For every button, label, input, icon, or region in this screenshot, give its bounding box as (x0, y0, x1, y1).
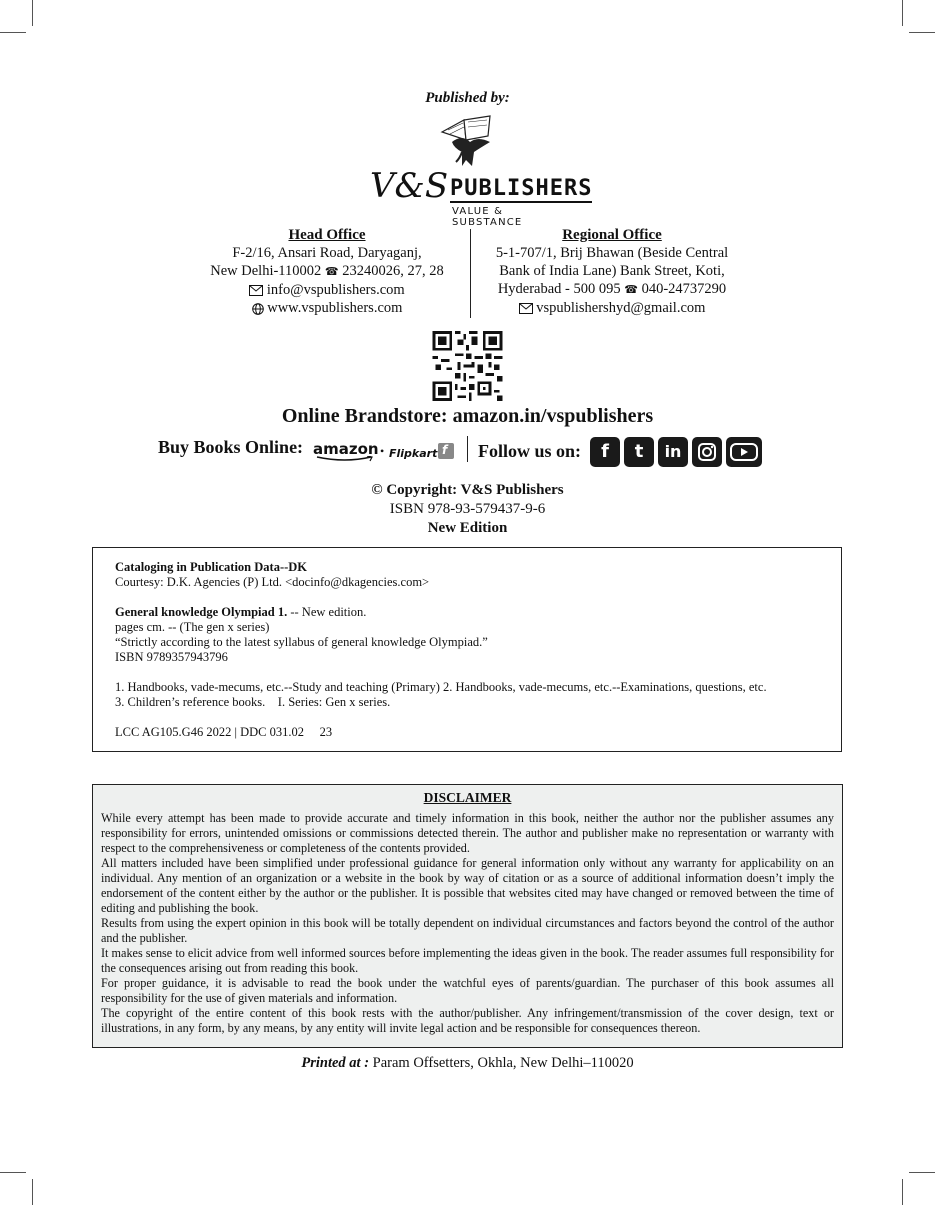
disclaimer-title: DISCLAIMER (423, 790, 512, 805)
flipkart-bag-icon (438, 443, 454, 459)
isbn-text: ISBN 978-93-579437-9-6 (389, 501, 546, 517)
cip-subjects-2: 3. Children’s reference books. I. Series: Gen x series. (115, 695, 391, 709)
disclaimer-paragraph: Results from using the expert opinion in this book will be totally dependent on individual circumstances and factors beyond the control of the author and the publisher. (101, 916, 834, 945)
flipkart-label: Flipkart (389, 447, 438, 460)
head-office-city-phone (196, 262, 458, 281)
regional-office-phone: 040-24737290 (641, 281, 727, 297)
crop-mark (902, 0, 903, 26)
youtube-icon[interactable] (726, 437, 762, 467)
disclaimer-paragraph: For proper guidance, it is advisable to read the book under the watchful eyes of parents/guardian. The purchaser of this book assumes all responsibility for the use of given materials and information. (101, 976, 834, 1005)
edition-text: New Edition (427, 520, 508, 536)
bullet-separator: • (380, 444, 385, 458)
eagle-book-icon (432, 112, 502, 172)
head-office-address: F-2/16, Ansari Road, Daryaganj, (232, 245, 422, 261)
qr-code[interactable] (430, 331, 505, 401)
disclaimer-paragraph: The copyright of the entire content of this book rests with the author/publisher. Any infringement/transmission of the cover design, text or illustrations, in any form, by any means, by any entity will invite legal action and be responsible for consequences thereon. (101, 1006, 834, 1035)
cip-isbn: ISBN 9789357943796 (115, 650, 228, 664)
mail-icon (519, 303, 533, 314)
head-office-phone: 23240026, 27, 28 (342, 263, 444, 279)
cip-book-title-rest: -- New edition. (287, 605, 367, 619)
regional-office-city: Hyderabad - 500 095 (497, 281, 621, 297)
disclaimer-box (92, 784, 843, 1048)
head-office-email-line (196, 281, 458, 299)
cip-box (92, 547, 842, 752)
flipkart-f-icon: f (442, 443, 448, 457)
crop-mark (32, 1179, 33, 1205)
regional-office-email[interactable]: vspublishershyd@gmail.com (536, 300, 706, 316)
cip-title: Cataloging in Publication Data--DK (115, 560, 308, 574)
published-by-label: Published by: (425, 90, 510, 106)
regional-office-city-phone (482, 280, 742, 299)
cip-quote: “Strictly according to the latest syllabus of general knowledge Olympiad.” (115, 635, 488, 649)
cip-pages: pages cm. -- (The gen x series) (115, 620, 270, 634)
office-divider (470, 229, 471, 318)
printed-at-label: Printed at : (301, 1055, 370, 1071)
copyright-block (0, 481, 935, 538)
buy-books-label: Buy Books Online: (158, 437, 304, 457)
globe-icon (252, 303, 264, 315)
buy-follow-divider (467, 436, 468, 462)
amazon-logo[interactable] (313, 440, 379, 459)
flipkart-logo[interactable] (389, 444, 437, 462)
crop-mark (909, 32, 935, 33)
crop-mark (32, 0, 33, 26)
phone-icon: ☎ (624, 284, 638, 296)
cip-classification: LCC AG105.G46 2022 | DDC 031.02 23 (115, 725, 333, 739)
head-office-city: New Delhi-110002 (210, 263, 322, 279)
online-brandstore[interactable]: Online Brandstore: amazon.in/vspublishers (281, 405, 654, 427)
follow-us-label: Follow us on: (478, 441, 582, 461)
disclaimer-body (101, 811, 834, 1036)
disclaimer-paragraph: All matters included have been simplified under professional guidance for general information only without any warranty for applicability on an individual. Any mention of an organization or a website in the book by way of citation or as a source of additional information doesn’t imply the endorsement of the content either by the author or the publisher. It is possible that websites cited may have changed or removed between the time of editing and publishing the book. (101, 856, 834, 915)
logo-tagline: VALUE & SUBSTANCE (452, 206, 523, 228)
instagram-glyph (692, 437, 722, 467)
cip-subjects-1: 1. Handbooks, vade-mecums, etc.--Study and teaching (Primary) 2. Handbooks, vade-mecums, etc.--Examinations, questions, etc. (115, 680, 767, 694)
regional-office-email-line (482, 299, 742, 317)
crop-mark (0, 32, 26, 33)
head-office-title: Head Office (288, 227, 366, 243)
regional-office (482, 227, 742, 317)
head-office (196, 227, 458, 317)
phone-icon: ☎ (324, 266, 339, 278)
head-office-website-line (196, 299, 458, 317)
disclaimer-paragraph: It makes sense to elicit advice from well informed sources before implementing the ideas given in the book. The reader assumes full responsibility for the consequences arising out from reading this book. (101, 946, 834, 975)
cip-book-title-line (115, 605, 835, 620)
instagram-icon[interactable] (692, 437, 722, 467)
publisher-logo (370, 112, 593, 228)
logo-brand-prefix: V&S (370, 166, 449, 206)
crop-mark (902, 1179, 903, 1205)
crop-mark (0, 1172, 26, 1173)
twitter-icon[interactable]: t (624, 437, 654, 467)
amazon-smile-icon (315, 456, 375, 462)
head-office-website[interactable]: www.vspublishers.com (267, 300, 403, 316)
logo-brand-name: PUBLISHERS (450, 176, 593, 201)
youtube-glyph (726, 437, 762, 467)
facebook-icon[interactable]: f (590, 437, 620, 467)
head-office-email[interactable]: info@vspublishers.com (266, 282, 405, 298)
cip-courtesy: Courtesy: D.K. Agencies (P) Ltd. <docinfo@dkagencies.com> (115, 575, 430, 589)
crop-mark (909, 1172, 935, 1173)
amazon-label: amazon (313, 440, 379, 458)
mail-icon (249, 285, 263, 296)
regional-office-title: Regional Office (562, 227, 662, 243)
linkedin-icon[interactable]: in (658, 437, 688, 467)
disclaimer-paragraph: While every attempt has been made to provide accurate and timely information in this book, neither the author nor the publisher assumes any responsibility for errors, unintended omissions or commissions detected therein. The author and publisher make no representation or warranty with respect to the comprehensiveness or completeness of the contents provided. (101, 811, 834, 855)
regional-office-address-2: Bank of India Lane) Bank Street, Koti, (499, 263, 725, 279)
printed-at-line (0, 1055, 935, 1072)
copyright-text: © Copyright: V&S Publishers (371, 482, 564, 498)
printed-at-value: Param Offsetters, Okhla, New Delhi–110020 (369, 1055, 634, 1071)
cip-book-title: General knowledge Olympiad 1. (115, 605, 288, 619)
regional-office-address-1: 5-1-707/1, Brij Bhawan (Beside Central (495, 245, 729, 261)
